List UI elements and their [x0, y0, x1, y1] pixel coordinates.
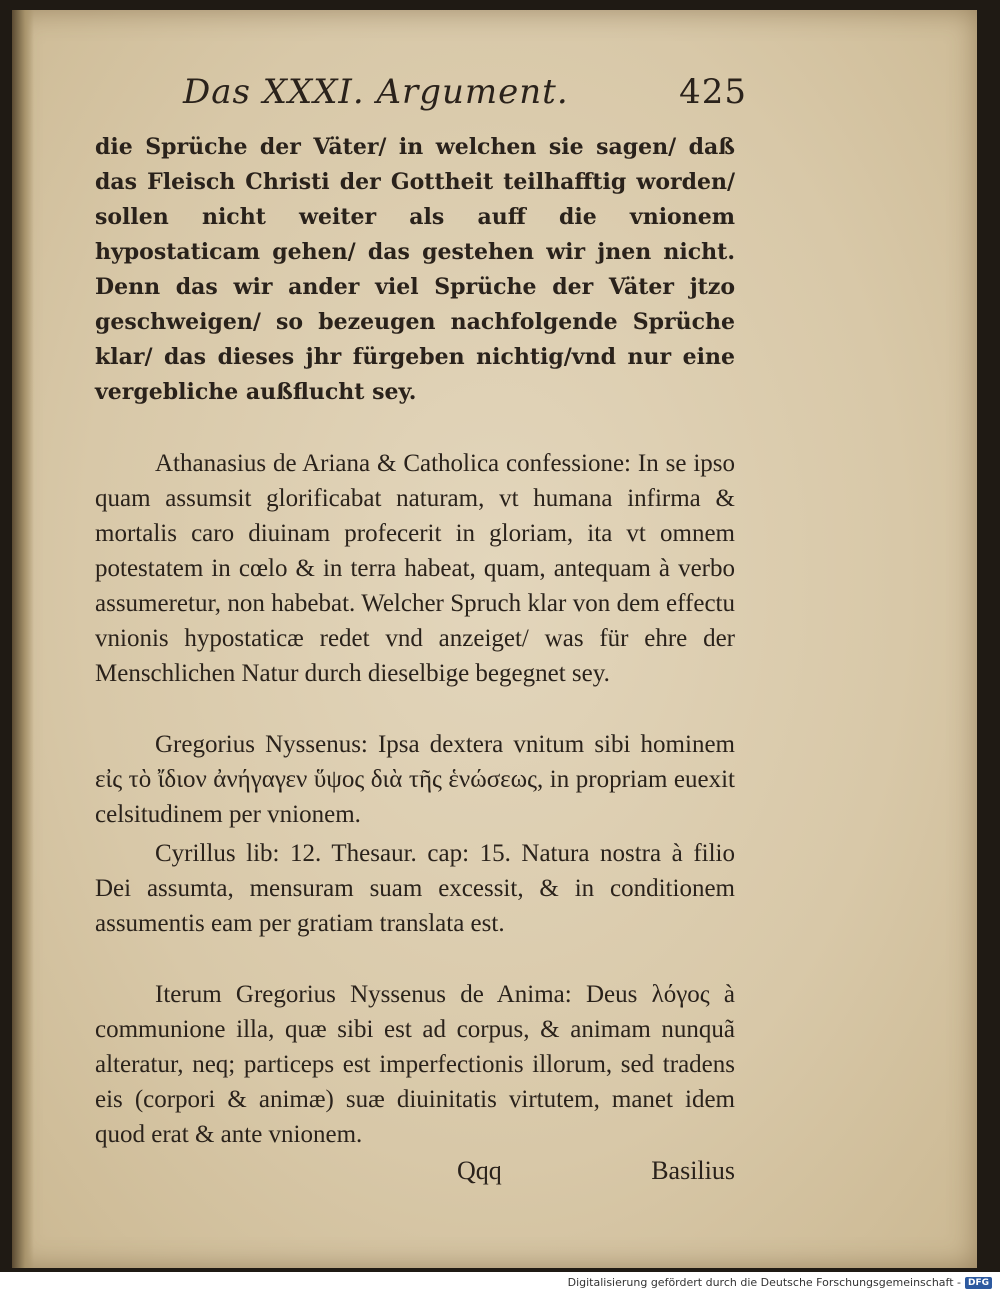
- page-footer: [95, 1156, 735, 1196]
- signature-mark: Qqq: [457, 1156, 502, 1185]
- paragraph-athanasius: Athanasius de Ariana & Catholica confessione: In se ipso quam assumsit glorificabat naturam, vt humana infirma & mortalis caro diuinam profecerit in gloriam, ita vt omnem potestatem in cœlo & in terra habeat, quam, antequam à verbo assumeretur, non habebat. Welcher Spruch klar von dem effectu vnionis hypostaticæ redet vnd anzeiget/ was für ehre der Menschlichen Natur durch dieselbige begegnet sey.: [95, 450, 735, 687]
- paragraph-fathers-sayings: die Sprüche der Väter/ in welchen sie sagen/ daß das Fleisch Christi der Gottheit teilhafftig worden/ sollen nicht weiter als auff die vnionem hypostaticam gehen/ das gestehen wir jnen nicht. Denn das wir ander viel Sprüche der Väter jtzo geschweigen/ so bezeugen nachfolgende Sprüche klar/ das dieses jhr fürgeben nichtig/vnd nur eine vergebliche außflucht sey.: [95, 134, 735, 405]
- page-number: 425: [679, 72, 747, 112]
- running-head-title: Das XXXI. Argument.: [183, 72, 569, 112]
- paragraph-iterum-gregorius: Iterum Gregorius Nyssenus de Anima: Deus λόγος à communione illa, quæ sibi est ad corpus, & animam nunquã alteratur, neq; particeps est imperfectionis illorum, sed tradens eis (corpori & animæ) suæ diuinitatis virtutem, manet idem quod erat & ante vnionem.: [95, 981, 735, 1148]
- paragraph-gregorius-nyssenus: Gregorius Nyssenus: Ipsa dextera vnitum sibi hominem εἰς τὸ ἴδιον ἀνήγαγεν ὕψος διὰ τῆς ἑνώσεως, in propriam euexit celsitudinem per vnionem.: [95, 731, 735, 828]
- digitization-credit: [568, 1276, 992, 1289]
- catchword: Basilius: [651, 1156, 735, 1185]
- paragraph-cyrillus: Cyrillus lib: 12. Thesaur. cap: 15. Natura nostra à filio Dei assumta, mensuram suam excessit, & in conditionem assumentis eam per gratiam translata est.: [95, 840, 735, 937]
- running-head: [95, 72, 747, 130]
- book-spine-shadow: [12, 10, 34, 1268]
- credit-text: Digitalisierung gefördert durch die Deutsche Forschungsgemeinschaft -: [567, 1276, 961, 1289]
- dfg-logo: DFG: [965, 1277, 992, 1289]
- book-page: [12, 10, 977, 1268]
- page-text-block: [95, 72, 747, 1196]
